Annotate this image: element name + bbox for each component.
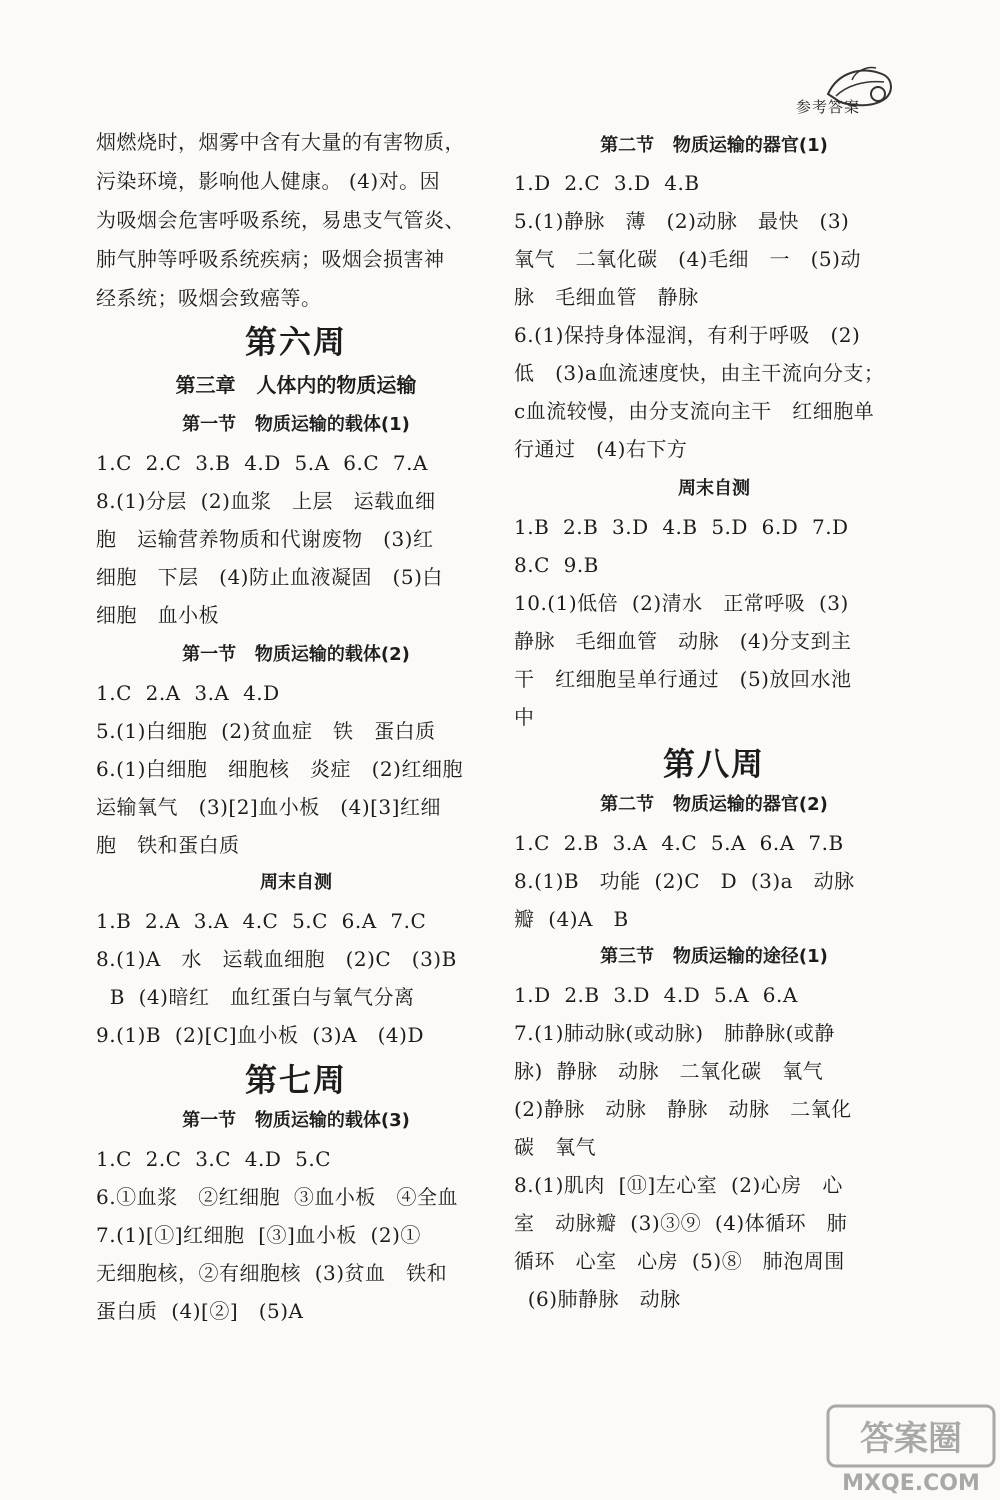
watermark-logo (826, 1404, 996, 1496)
answer-line: 1.C 2.C 3.C 4.D 5.C (96, 1147, 332, 1171)
answer-line: 1.D 2.B 3.D 4.D 5.A 6.A (514, 983, 798, 1007)
answer-line: 7.(1)[①]红细胞 [③]血小板 (2)① (96, 1223, 421, 1247)
answer-line: 8.(1)分层 (2)血浆 上层 运载血细 (96, 489, 436, 513)
answer-line: 循环 心室 心房 (5)⑧ 肺泡周围 (514, 1249, 845, 1273)
answer-line: 8.(1)B 功能 (2)C D (3)a 动脉 (514, 869, 855, 893)
intro-line: 经系统；吸烟会致癌等。 (96, 286, 322, 310)
answer-line: 蛋白质 (4)[②] (5)A (96, 1299, 304, 1323)
week8-title: 第八周 (662, 745, 765, 783)
answer-line: (2)静脉 动脉 静脉 动脉 二氧化 (514, 1097, 852, 1121)
intro-line: 为吸烟会危害呼吸系统，易患支气管炎、 (96, 208, 465, 232)
answer-line: 8.(1)肌肉 [⑪]左心室 (2)心房 心 (514, 1173, 843, 1197)
answer-line: B (4)暗红 血红蛋白与氧气分离 (96, 985, 415, 1009)
answer-line: 5.(1)白细胞 (2)贫血症 铁 蛋白质 (96, 719, 436, 743)
answer-line: 静脉 毛细血管 动脉 (4)分支到主 (514, 629, 852, 653)
answer-line: 胞 运输营养物质和代谢废物 (3)红 (96, 527, 434, 551)
section-title: 第二节 物质运输的器官(2) (600, 794, 828, 815)
watermark-text: MXQE.COM (842, 1471, 980, 1496)
section-title: 第一节 物质运输的载体(1) (182, 414, 410, 435)
answer-line: 1.C 2.C 3.B 4.D 5.A 6.C 7.A (96, 451, 428, 475)
section-title: 第一节 物质运输的载体(2) (182, 644, 410, 665)
answer-line: 干 红细胞呈单行通过 (5)放回水池 (514, 667, 852, 691)
answer-line: 碳 氧气 (514, 1135, 597, 1159)
answer-line: 6.(1)保持身体湿润，有利于呼吸 (2) (514, 323, 861, 347)
answer-line: 1.C 2.B 3.A 4.C 5.A 6.A 7.B (514, 831, 844, 855)
answer-line: 低 (3)a血流速度快，由主干流向分支； (514, 361, 885, 385)
answer-line: 1.B 2.B 3.D 4.B 5.D 6.D 7.D (514, 515, 849, 539)
intro-line: 污染环境，影响他人健康。 (4)对。因 (96, 169, 441, 193)
answer-line: 1.B 2.A 3.A 4.C 5.C 6.A 7.C (96, 909, 427, 933)
week7-title: 第七周 (244, 1061, 347, 1099)
answer-line: 瓣 (4)A B (514, 907, 629, 931)
answer-line: 氧气 二氧化碳 (4)毛细 一 (5)动 (514, 247, 861, 271)
answer-line: 脉 毛细血管 静脉 (514, 285, 699, 309)
answer-line: 9.(1)B (2)[C]血小板 (3)A (4)D (96, 1023, 424, 1047)
answer-line: 室 动脉瓣 (3)③⑨ (4)体循环 肺 (514, 1211, 848, 1235)
answer-line: 7.(1)肺动脉(或动脉) 肺静脉(或静 (514, 1021, 835, 1045)
answer-line: 10.(1)低倍 (2)清水 正常呼吸 (3) (514, 591, 849, 615)
answer-line: (6)肺静脉 动脉 (514, 1287, 681, 1311)
header-label: 参考答案 (796, 98, 861, 116)
answer-line: 1.D 2.C 3.D 4.B (514, 171, 700, 195)
answer-line: 5.(1)静脉 薄 (2)动脉 最快 (3) (514, 209, 850, 233)
answer-line: 胞 铁和蛋白质 (96, 833, 240, 857)
section-title: 周末自测 (260, 872, 332, 893)
answer-line: 8.(1)A 水 运载血细胞 (2)C (3)B (96, 947, 457, 971)
answer-line: 脉) 静脉 动脉 二氧化碳 氧气 (514, 1059, 824, 1083)
intro-line: 肺气肿等呼吸系统疾病；吸烟会损害神 (96, 247, 445, 271)
answer-line: 细胞 血小板 (96, 603, 220, 627)
svg-text:答案圈: 答案圈 (860, 1419, 962, 1459)
answer-line: 细胞 下层 (4)防止血液凝固 (5)白 (96, 565, 443, 589)
intro-line: 烟燃烧时，烟雾中含有大量的有害物质， (96, 130, 465, 154)
answer-line: 1.C 2.A 3.A 4.D (96, 681, 280, 705)
section-title: 第二节 物质运输的器官(1) (600, 135, 828, 156)
section-title: 第一节 物质运输的载体(3) (182, 1110, 410, 1131)
week6-title: 第六周 (244, 323, 347, 361)
answer-line: 无细胞核，②有细胞核 (3)贫血 铁和 (96, 1261, 448, 1285)
chapter-title: 第三章 人体内的物质运输 (175, 373, 417, 397)
answer-line: 6.①血浆 ②红细胞 ③血小板 ④全血 (96, 1185, 458, 1209)
answer-line: 中 (514, 705, 535, 729)
answer-line: 8.C 9.B (514, 553, 599, 577)
section-title: 周末自测 (678, 478, 750, 499)
answer-line: c血流较慢，由分支流向主干 红细胞单 (514, 399, 875, 423)
section-title: 第三节 物质运输的途径(1) (600, 946, 828, 967)
answer-line: 运输氧气 (3)[2]血小板 (4)[3]红细 (96, 795, 441, 819)
answer-line: 6.(1)白细胞 细胞核 炎症 (2)红细胞 (96, 757, 463, 781)
answer-line: 行通过 (4)右下方 (514, 437, 688, 461)
